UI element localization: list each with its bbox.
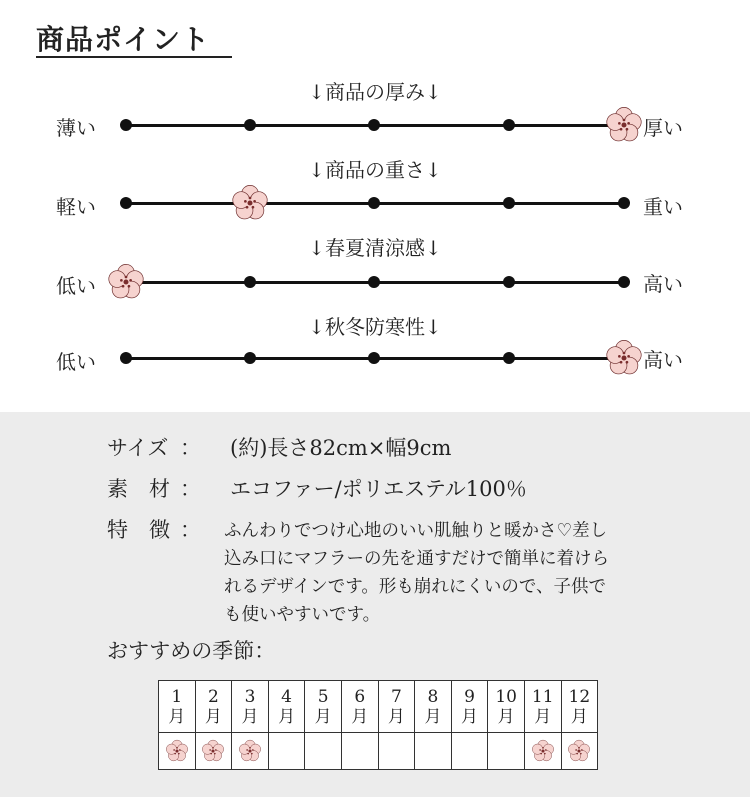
month-cell: 4 月 — [268, 681, 305, 733]
scale-marker-flower-icon — [603, 104, 645, 146]
scale-weight-right: 重い — [643, 195, 683, 219]
month-mark-cell — [305, 733, 342, 770]
month-cell: 10 月 — [488, 681, 525, 733]
month-mark-cell — [341, 733, 378, 770]
material-colon: ： — [180, 477, 201, 501]
size-key: サイズ — [107, 436, 169, 460]
scale-point — [618, 276, 630, 288]
feature-text — [224, 517, 674, 629]
scale-marker-flower-icon — [229, 182, 271, 224]
month-mark-cell — [524, 733, 561, 770]
scale-thickness-label: ↓商品の厚み↓ — [308, 80, 442, 104]
calendar-month-row — [159, 681, 598, 733]
scale-point — [368, 197, 380, 209]
scale-marker-flower-icon — [603, 337, 645, 379]
scale-warm-label: ↓秋冬防寒性↓ — [308, 315, 442, 339]
scale-point — [244, 119, 256, 131]
scale-point — [120, 119, 132, 131]
month-mark-cell — [415, 733, 452, 770]
month-cell: 5 月 — [305, 681, 342, 733]
scale-point — [120, 197, 132, 209]
flower-icon — [164, 738, 190, 764]
month-cell: 7 月 — [378, 681, 415, 733]
flower-icon — [200, 738, 226, 764]
month-mark-cell — [195, 733, 232, 770]
flower-icon — [566, 738, 592, 764]
scale-point — [503, 352, 515, 364]
scale-thickness-left: 薄い — [56, 116, 96, 140]
calendar-mark-row — [159, 733, 598, 770]
month-cell: 8 月 — [415, 681, 452, 733]
scale-point — [503, 276, 515, 288]
page-title: 商品ポイント — [36, 23, 211, 56]
scale-cool-left: 低い — [56, 274, 96, 298]
size-value: (約)長さ82cm×幅9cm — [230, 436, 452, 460]
material-key: 素 材 — [107, 477, 170, 501]
month-cell: 2 月 — [195, 681, 232, 733]
month-mark-cell — [561, 733, 598, 770]
feature-line: ふんわりでつけ心地のいい肌触りと暖かさ♡差し — [224, 521, 608, 541]
month-cell: 11 月 — [524, 681, 561, 733]
feature-line: も使いやすいです。 — [224, 605, 381, 625]
scale-cool-right: 高い — [643, 272, 683, 296]
scale-point — [120, 352, 132, 364]
scale-point — [244, 276, 256, 288]
scale-point — [368, 352, 380, 364]
scale-warm-right: 高い — [643, 348, 683, 372]
month-mark-cell — [159, 733, 196, 770]
scale-warm-left: 低い — [56, 350, 96, 374]
feature-key: 特 徴 — [107, 518, 170, 542]
feature-line: 込み口にマフラーの先を通すだけで簡単に着けら — [224, 549, 609, 569]
scale-point — [368, 276, 380, 288]
scale-point — [368, 119, 380, 131]
flower-icon — [237, 738, 263, 764]
flower-icon — [530, 738, 556, 764]
scale-point — [503, 119, 515, 131]
scale-marker-flower-icon — [105, 261, 147, 303]
month-mark-cell — [268, 733, 305, 770]
month-cell: 12 月 — [561, 681, 598, 733]
scale-weight-label: ↓商品の重さ↓ — [308, 158, 442, 182]
month-mark-cell — [488, 733, 525, 770]
feature-colon: ： — [180, 518, 201, 542]
month-cell: 3 月 — [232, 681, 269, 733]
month-mark-cell — [451, 733, 488, 770]
scale-cool-label: ↓春夏清涼感↓ — [308, 236, 442, 260]
scale-thickness-right: 厚い — [643, 116, 683, 140]
scale-point — [618, 197, 630, 209]
month-cell: 6 月 — [341, 681, 378, 733]
season-title: おすすめの季節： — [107, 639, 276, 663]
scale-point — [244, 352, 256, 364]
feature-line: れるデザインです。形も崩れにくいので、子供で — [224, 577, 607, 597]
title-underline — [36, 56, 232, 58]
month-cell: 1 月 — [159, 681, 196, 733]
scale-weight-left: 軽い — [56, 195, 96, 219]
month-mark-cell — [232, 733, 269, 770]
material-value: エコファー/ポリエステル100％ — [230, 477, 527, 501]
size-colon: ： — [180, 436, 201, 460]
scale-point — [503, 197, 515, 209]
season-calendar — [158, 680, 598, 770]
month-cell: 9 月 — [451, 681, 488, 733]
month-mark-cell — [378, 733, 415, 770]
